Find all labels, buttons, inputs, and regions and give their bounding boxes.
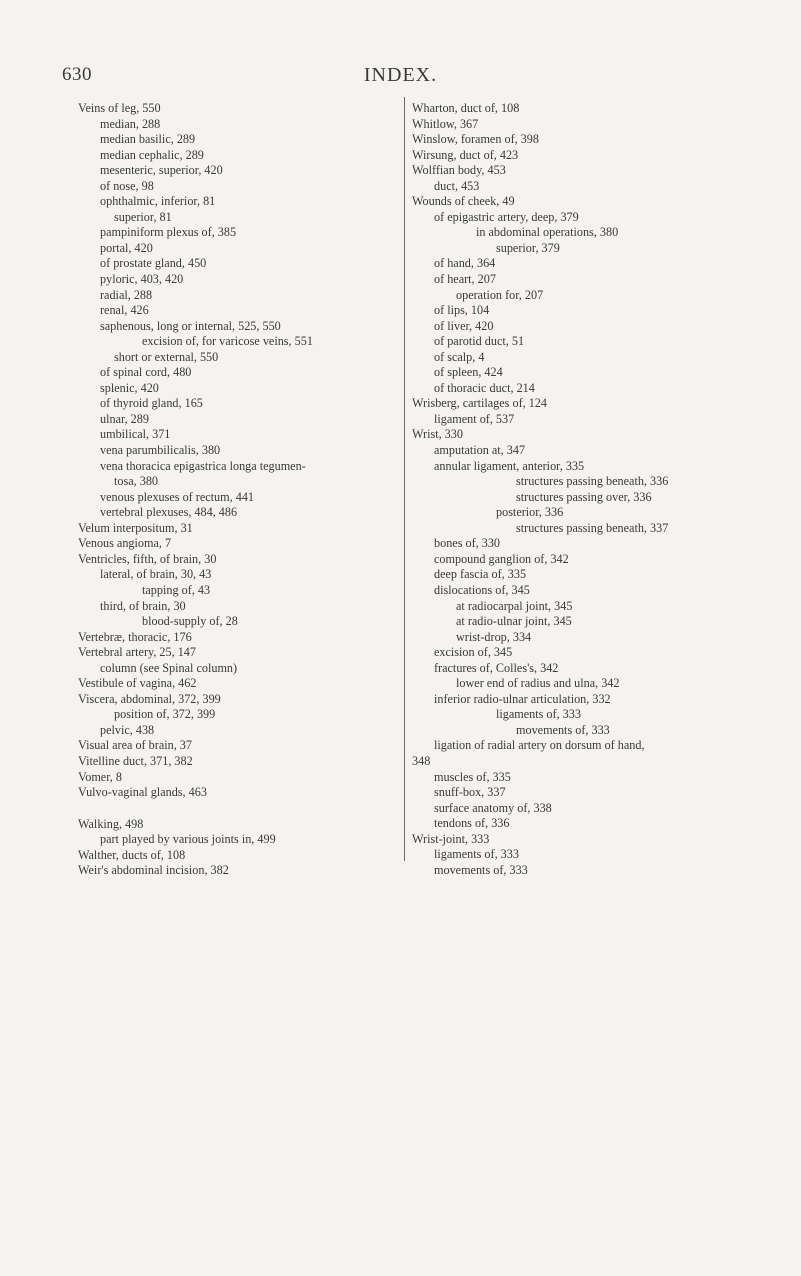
index-entry: Wharton, duct of, 108 [412, 101, 520, 115]
index-entry: tapping of, 43 [142, 582, 211, 597]
index-entry: of heart, 207 [434, 272, 496, 287]
index-entry: of thoracic duct, 214 [434, 380, 535, 395]
index-entry: vena parumbilicalis, 380 [100, 443, 221, 458]
index-entry: duct, 453 [434, 178, 480, 193]
index-entry: annular ligament, anterior, 335 [434, 458, 585, 473]
index-entry: median, 288 [100, 116, 161, 131]
index-entry: bones of, 330 [434, 536, 501, 551]
index-entry: movements of, 333 [434, 862, 528, 877]
index-entry: ophthalmic, inferior, 81 [100, 194, 216, 209]
index-entry: pampiniform plexus of, 385 [100, 225, 237, 240]
index-column-right [404, 97, 772, 877]
index-entry: median basilic, 289 [100, 132, 196, 147]
index-entry: radial, 288 [100, 287, 153, 302]
index-entry: structures passing over, 336 [516, 489, 652, 504]
index-entry: splenic, 420 [100, 380, 159, 395]
index-entry: Vulvo-vaginal glands, 463 [78, 785, 207, 800]
index-entry: snuff-box, 337 [434, 785, 506, 800]
index-entry: ulnar, 289 [100, 411, 149, 426]
index-entry: Wirsung, duct of, 423 [412, 147, 519, 162]
index-entry: ligation of radial artery on dorsum of hand, [434, 738, 645, 753]
index-column-left [78, 101, 396, 879]
index-entry: of epigastric artery, deep, 379 [434, 209, 579, 224]
index-entry: excision of, 345 [434, 645, 513, 660]
index-entry: at radiocarpal joint, 345 [456, 598, 573, 613]
index-entry: Velum interpositum, 31 [78, 520, 193, 535]
index-entry: ligaments of, 333 [496, 707, 581, 722]
index-entry: of liver, 420 [434, 318, 494, 333]
index-entry: ligament of, 537 [434, 411, 515, 426]
index-entry: Walther, ducts of, 108 [78, 847, 186, 862]
index-entry: Walking, 498 [78, 816, 144, 831]
index-entry: of nose, 98 [100, 178, 154, 193]
index-entry: pelvic, 438 [100, 722, 155, 737]
index-entry: structures passing beneath, 336 [516, 474, 669, 489]
index-entry: renal, 426 [100, 303, 149, 318]
index-gap [78, 801, 396, 817]
index-entry: of spleen, 424 [434, 365, 503, 380]
index-entry: portal, 420 [100, 240, 153, 255]
index-entry: Whitlow, 367 [412, 116, 479, 131]
index-entry: surface anatomy of, 338 [434, 800, 552, 815]
index-entry: inferior radio-ulnar articulation, 332 [434, 691, 611, 706]
index-entry: operation for, 207 [456, 287, 544, 302]
index-entry: Visual area of brain, 37 [78, 738, 192, 753]
index-entry: mesenteric, superior, 420 [100, 163, 223, 178]
index-entry: Wrist, 330 [412, 427, 463, 442]
index-entry: Veins of leg, 550 [78, 101, 161, 115]
index-entry: in abdominal operations, 380 [476, 225, 619, 240]
index-entry: lateral, of brain, 30, 43 [100, 567, 212, 582]
index-entry: of lips, 104 [434, 303, 490, 318]
index-entry: excision of, for varicose veins, 551 [142, 334, 313, 349]
index-entry: structures passing beneath, 337 [516, 520, 669, 535]
index-entry: fractures of, Colles's, 342 [434, 660, 559, 675]
index-entry: Venous angioma, 7 [78, 536, 172, 551]
index-entry: third, of brain, 30 [100, 598, 186, 613]
index-entry: amputation at, 347 [434, 443, 526, 458]
index-entry: of hand, 364 [434, 256, 496, 271]
index-entry: Wounds of cheek, 49 [412, 194, 515, 209]
index-entry: 348 [412, 753, 431, 768]
index-entry: Ventricles, fifth, of brain, 30 [78, 551, 217, 566]
index-entry: column (see Spinal column) [100, 660, 238, 675]
index-entry: Vertebral artery, 25, 147 [78, 645, 196, 660]
page-number: 630 [62, 64, 92, 85]
index-entry: vena thoracica epigastrica longa tegumen- [100, 458, 306, 473]
index-entry: Vestibule of vagina, 462 [78, 676, 197, 691]
index-entry: movements of, 333 [516, 722, 610, 737]
index-entry: vertebral plexuses, 484, 486 [100, 505, 238, 520]
index-entry: tosa, 380 [114, 474, 159, 489]
index-entry: Wolffian body, 453 [412, 163, 506, 178]
running-head-title: INDEX. [363, 64, 438, 86]
index-entry: blood-supply of, 28 [142, 614, 238, 629]
index-entry: at radio-ulnar joint, 345 [456, 614, 572, 629]
index-entry: saphenous, long or internal, 525, 550 [100, 318, 281, 333]
index-entry: venous plexuses of rectum, 441 [100, 489, 255, 504]
index-entry: short or external, 550 [114, 349, 219, 364]
index-entry: Wrist-joint, 333 [412, 831, 490, 846]
index-entry: median cephalic, 289 [100, 147, 204, 162]
index-entry: Weir's abdominal incision, 382 [78, 863, 229, 878]
index-entry: deep fascia of, 335 [434, 567, 527, 582]
index-entry: of scalp, 4 [434, 349, 485, 364]
index-entry: Viscera, abdominal, 372, 399 [78, 691, 221, 706]
index-entry: position of, 372, 399 [114, 707, 216, 722]
index-entry: of spinal cord, 480 [100, 365, 192, 380]
index-entry: superior, 81 [114, 209, 172, 224]
index-entry: of parotid duct, 51 [434, 334, 525, 349]
index-entry: muscles of, 335 [434, 769, 511, 784]
index-entry: superior, 379 [496, 240, 560, 255]
index-entry: part played by various joints in, 499 [100, 832, 276, 847]
index-entry: umbilical, 371 [100, 427, 171, 442]
index-entry: Wrisberg, cartilages of, 124 [412, 396, 547, 411]
index-entry: ligaments of, 333 [434, 847, 519, 862]
index-entry: compound ganglion of, 342 [434, 551, 569, 566]
index-entry: posterior, 336 [496, 505, 564, 520]
index-entry: tendons of, 336 [434, 816, 510, 831]
index-entry: Vitelline duct, 371, 382 [78, 753, 193, 768]
index-entry: Winslow, foramen of, 398 [412, 132, 539, 147]
index-entry: pyloric, 403, 420 [100, 272, 184, 287]
index-entry: Vertebræ, thoracic, 176 [78, 629, 192, 644]
index-entry: lower end of radius and ulna, 342 [456, 676, 620, 691]
index-entry: of prostate gland, 450 [100, 256, 207, 271]
index-entry: of thyroid gland, 165 [100, 396, 203, 411]
index-entry: dislocations of, 345 [434, 582, 530, 597]
index-entry: Vomer, 8 [78, 769, 122, 784]
index-entry: wrist-drop, 334 [456, 629, 532, 644]
